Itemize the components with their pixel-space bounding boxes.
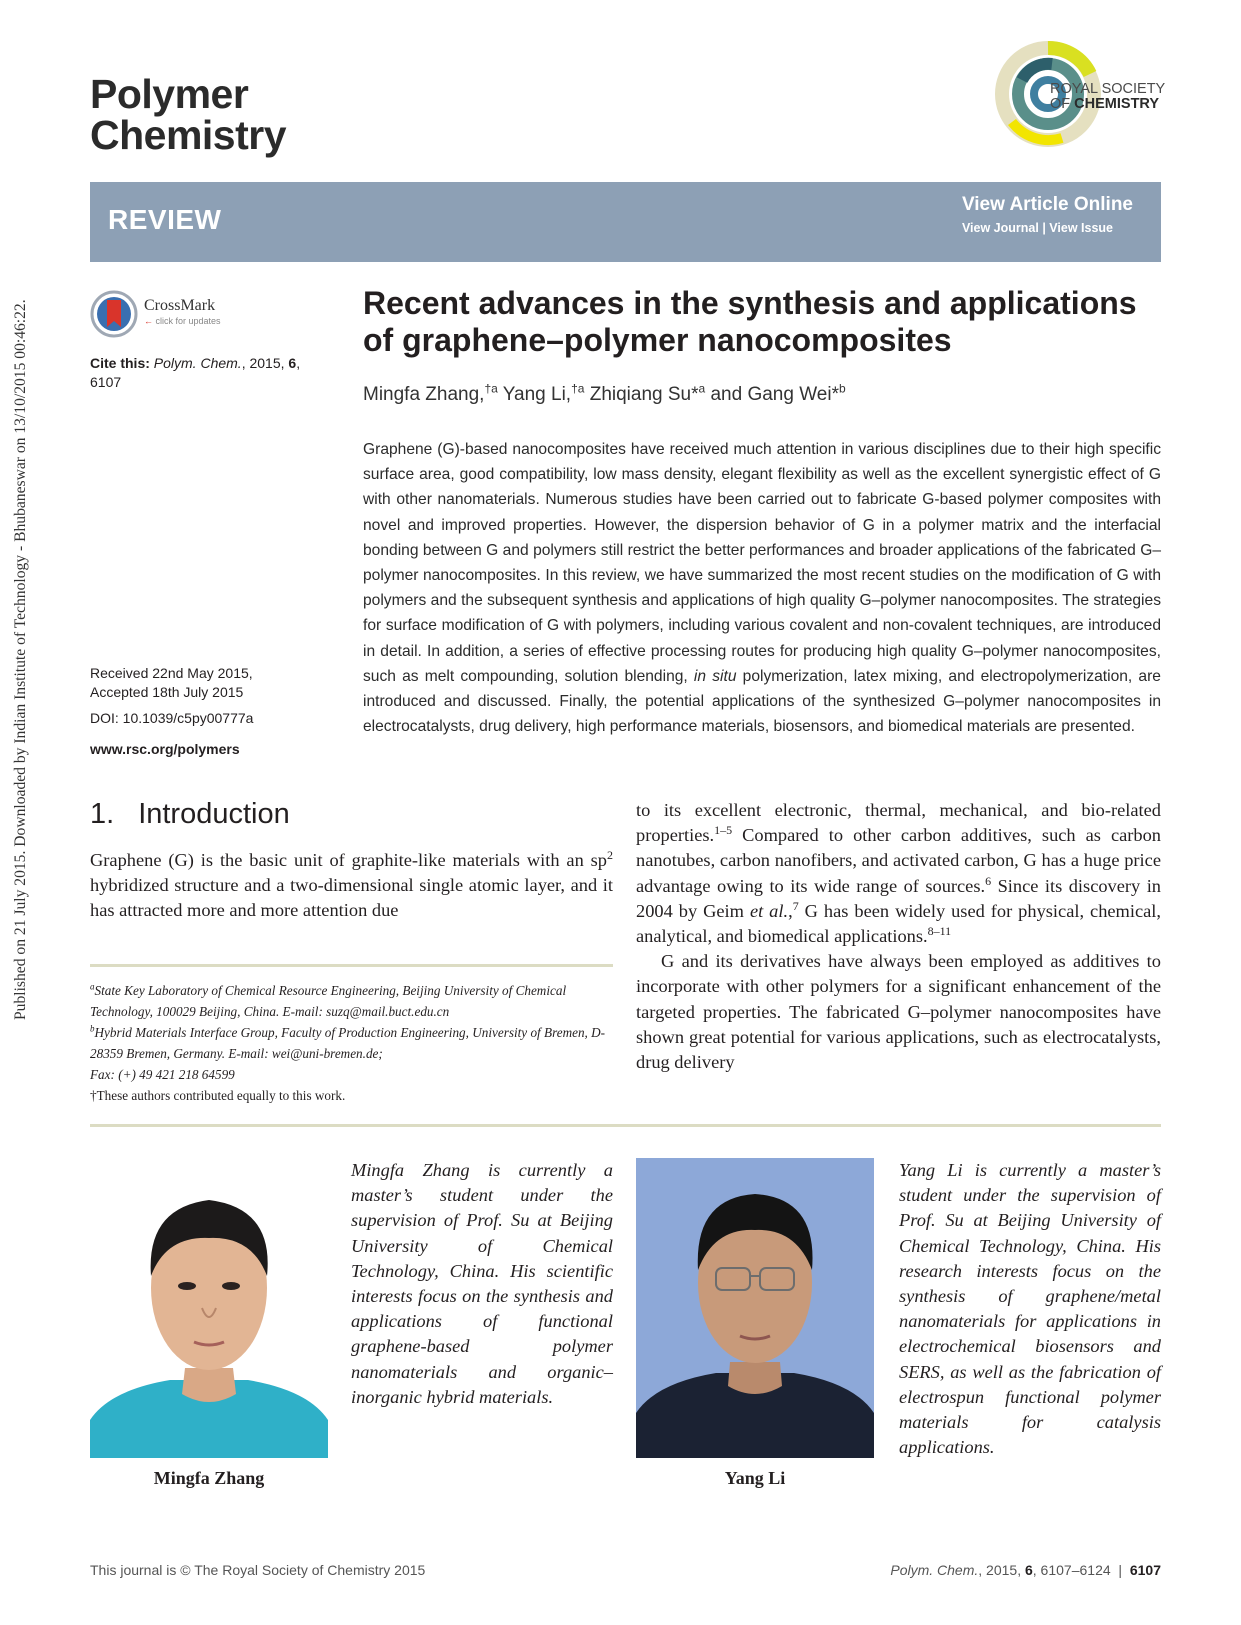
copyright-footer: This journal is © The Royal Society of Chemistry 2015 [90, 1562, 426, 1578]
author-photo-yang-li [636, 1158, 874, 1458]
crossmark-icon [90, 289, 138, 339]
affiliation-fax: Fax: (+) 49 421 218 64599 [90, 1067, 235, 1082]
received-dates [90, 664, 340, 702]
section-title: Introduction [138, 798, 290, 830]
view-journal-link[interactable]: View Journal [961, 221, 1039, 235]
equal-contribution-note: †These authors contributed equally to this work. [90, 1088, 346, 1103]
portrait-icon [90, 1158, 328, 1458]
download-side-note [10, 240, 30, 1020]
page-number: 6107 [1129, 1562, 1161, 1578]
intro-paragraph-2: G and its derivatives have always been employed as additives to incorporate with other polymers for a significant enhancement of the targeted properties. The fabricated G–polymer nanocomposites have shown great potential for various applications, such as electrocatalysts, drug delivery [636, 951, 1161, 1073]
crossmark-button[interactable] [90, 289, 240, 339]
section-number: 1. [90, 798, 115, 830]
intro-text-right [636, 798, 1161, 1075]
author-photo-mingfa-zhang [90, 1158, 328, 1458]
author-3: Zhiqiang Su*$^a$ [584, 381, 706, 405]
accepted-date: Accepted 18th July 2015 [90, 684, 244, 700]
portrait-icon [636, 1158, 874, 1458]
author-1: Mingfa Zhang,$^{\dagger a}$ [363, 381, 498, 405]
rsc-line1: ROYAL SOCIETY [1050, 81, 1166, 97]
biography-divider [90, 1124, 1161, 1127]
abstract: Graphene (G)-based nanocomposites have received much attention in various disciplines due to their high specific surface area, good compatibility, low mass density, elegant flexibility as well as the excellent synergistic effect of G with other nanomaterials. Numerous studies have been carried out to fabricate G-based polymer composites with novel and improved properties. However, the dispersion behavior of G in a polymer matrix and the interfacial bonding between G and polymers still restrict the better performances and broader applications of the fabricated G–polymer nanocomposites. In this review, we have summarized the most recent studies on the modification of G with polymers and the subsequent synthesis and applications of high quality G–polymer nanocomposites. The strategies for surface modification of G with polymers, including various covalent and non-covalent techniques, are introduced in detail. In addition, a series of effective processing routes for producing high quality G–polymer nanocomposites, such as melt compounding, solution blending, in situ polymerization, latex mixing, and electropolymerization, are introduced and discussed. Finally, the potential applications of the synthesized G–polymer nanocomposites in electrocatalysts, drug delivery, high performance materials, biosensors, and biomedical materials are presented. [363, 441, 1161, 736]
doi[interactable]: DOI: 10.1039/c5py00777a [90, 710, 254, 726]
author-2: Yang Li,$^{\dagger a}$ [497, 381, 585, 405]
biography-mingfa-zhang: Mingfa Zhang is currently a master’s student under the supervision of Prof. Su at Beijing University of Chemical Technology, China. His scientific interests focus on the synthesis and applications of functional graphene-based polymer nanomaterials and organic–inorganic hybrid materials. [351, 1160, 613, 1407]
affiliations [90, 980, 613, 1106]
photo-caption-mingfa-zhang: Mingfa Zhang [153, 1468, 265, 1488]
affiliation-b: $^b$Hybrid Materials Interface Group, Faculty of Production Engineering, University of Bremen, D-28359 Bremen, Germany. E-mail: wei@uni-bremen.de; [90, 1023, 606, 1061]
download-side-note-text: Published on 21 July 2015. Downloaded by Indian Institute of Technology - Bhubaneswar on 13/10/2015 00:46:22. [12, 299, 29, 1020]
intro-text-left: Graphene (G) is the basic unit of graphite-like materials with an $sp^2$ hybridized structure and a two-dimensional single atomic layer, and it has attracted more and more attention due [90, 847, 613, 921]
citation-info: Cite this: Polym. Chem., 2015, 6, 6107 [90, 355, 301, 390]
affiliation-a: $^a$State Key Laboratory of Chemical Resource Engineering, Beijing University of Chemical Technology, 100029 Beijing, China. E-mail: suzq@mail.buct.edu.cn [90, 981, 567, 1019]
footnote-divider [90, 964, 613, 967]
journal-website-link[interactable]: www.rsc.org/polymers [90, 741, 240, 757]
journal-title[interactable] [90, 71, 287, 158]
view-issue-link[interactable]: View Issue [1049, 221, 1113, 235]
journal-title-line2: Chemistry [90, 112, 287, 158]
biography-yang-li: Yang Li is currently a master’s student under the supervision of Prof. Su at Beijing University of Chemical Technology, China. His research interests focus on the synthesis of graphene/metal nanomaterials for applications in electrochemical biosensors and SERS, as well as the fabrication of electrospun functional polymer materials for catalysis applications. [899, 1160, 1161, 1458]
link-separator: | [1042, 221, 1046, 235]
view-journal-issue-links [962, 221, 1133, 235]
section-heading-introduction [90, 798, 290, 831]
article-type-banner [90, 182, 1161, 262]
intro-paragraph-1: to its excellent electronic, thermal, mechanical, and bio-related properties.$^{1-5}$ Compared to other carbon additives, such as carbon nanotubes, carbon nanofibers, and activated carbon, G has a huge price advantage owing to its wide range of sources.$^6$ Since its discovery in 2004 by Geim et al.,$^7$ G has been widely used for physical, chemical, analytical, and biomedical applications.$^{8-11}$ [636, 800, 1162, 947]
crossmark-label: CrossMark [144, 297, 216, 314]
rsc-wordmark [1050, 82, 1165, 112]
article-type-label: REVIEW [108, 204, 222, 235]
page-footer-citation: Polym. Chem., 2015, 6, 6107–6124 | 6107 [890, 1562, 1161, 1578]
crossmark-sub: ← click for updates [144, 316, 221, 326]
rsc-line2: OF CHEMISTRY [1050, 96, 1160, 112]
journal-title-line1: Polymer [90, 71, 249, 117]
photo-caption-yang-li: Yang Li [724, 1468, 786, 1488]
received-date: Received 22nd May 2015, [90, 665, 253, 681]
author-list [363, 381, 846, 406]
view-article-online-link[interactable]: View Article Online [961, 194, 1133, 215]
view-links [962, 194, 1133, 235]
author-4: and Gang Wei*$^b$ [705, 381, 846, 405]
article-title: Recent advances in the synthesis and applications of graphene–polymer nanocomposites [363, 285, 1137, 358]
